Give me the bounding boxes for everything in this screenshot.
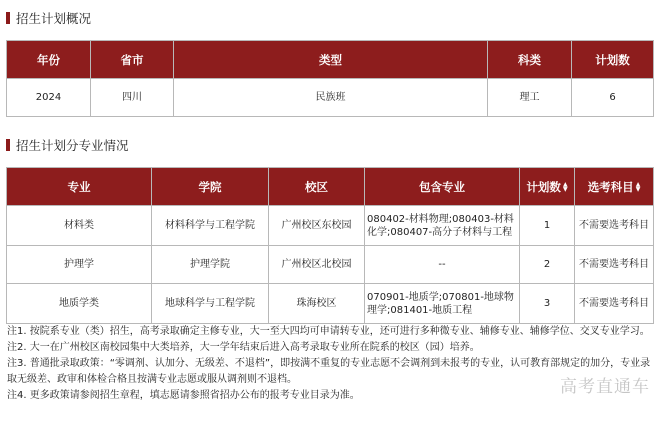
cell-major: 护理学: [7, 246, 152, 284]
col-header-subjects-sortable[interactable]: [575, 168, 654, 206]
col-header-subjects-label: 选考科目: [587, 179, 634, 194]
section-bullet: [6, 139, 10, 151]
cell-included-majors: 070901-地质学;070801-地球物理学;081401-地质工程: [365, 284, 520, 324]
section-title-majors: [6, 136, 129, 154]
col-header-plan-label: 计划数: [526, 179, 561, 194]
watermark: 高考直通车: [560, 377, 650, 397]
cell-province: 四川: [91, 79, 174, 117]
table-row: [7, 246, 654, 284]
cell-subjects: 不需要选考科目: [575, 246, 654, 284]
col-header-category: 科类: [488, 41, 572, 79]
cell-type: 民族班: [174, 79, 488, 117]
cell-plan: 6: [572, 79, 654, 117]
col-header-campus: 校区: [269, 168, 365, 206]
note-2: 注2. 大一在广州校区南校园集中大类培养，大一学年结束后进入高考录取专业所在院系的校区（园）培养。: [7, 342, 480, 353]
majors-table: [6, 167, 653, 324]
section-title-text: 招生计划分专业情况: [16, 138, 129, 153]
cell-subjects: 不需要选考科目: [575, 206, 654, 246]
cell-major: 地质学类: [7, 284, 152, 324]
col-header-province: 省市: [91, 41, 174, 79]
cell-college: 地球科学与工程学院: [152, 284, 269, 324]
table-row: [7, 206, 654, 246]
cell-major: 材料类: [7, 206, 152, 246]
col-header-plan-sortable[interactable]: [520, 168, 575, 206]
cell-campus: 广州校区北校园: [269, 246, 365, 284]
cell-year: 2024: [7, 79, 91, 117]
cell-plan: 2: [520, 246, 575, 284]
table-row: [7, 284, 654, 324]
col-header-major: 专业: [7, 168, 152, 206]
note-1: 注1. 按院系专业（类）招生，高考录取确定主修专业，大一至大四均可申请转专业，还可进行多种微专业、辅修专业、辅修学位、交叉专业学习。: [7, 326, 650, 337]
cell-subjects: 不需要选考科目: [575, 284, 654, 324]
note-4: 注4. 更多政策请参阅招生章程，填志愿请参照省招办公布的报考专业目录为准。: [7, 390, 360, 401]
sort-icon[interactable]: ▲ ▼: [635, 181, 641, 193]
cell-included-majors: 080402-材料物理;080403-材料化学;080407-高分子材料与工程: [365, 206, 520, 246]
overview-table: [6, 40, 653, 117]
cell-plan: 3: [520, 284, 575, 324]
cell-campus: 珠海校区: [269, 284, 365, 324]
overview-header-row: [7, 41, 654, 79]
notes-section: [6, 323, 654, 404]
sort-icon[interactable]: ▲ ▼: [562, 181, 568, 193]
section-bullet: [6, 12, 10, 24]
col-header-college: 学院: [152, 168, 269, 206]
cell-plan: 1: [520, 206, 575, 246]
table-row: [7, 79, 654, 117]
section-title-text: 招生计划概况: [16, 11, 92, 26]
section-title-overview: [6, 9, 91, 27]
cell-included-majors: --: [365, 246, 520, 284]
cell-campus: 广州校区东校园: [269, 206, 365, 246]
col-header-plan: 计划数: [572, 41, 654, 79]
col-header-type: 类型: [174, 41, 488, 79]
cell-category: 理工: [488, 79, 572, 117]
col-header-year: 年份: [7, 41, 91, 79]
cell-college: 护理学院: [152, 246, 269, 284]
majors-header-row: [7, 168, 654, 206]
col-header-included-majors: 包含专业: [365, 168, 520, 206]
cell-college: 材料科学与工程学院: [152, 206, 269, 246]
note-3: 注3. 普通批录取政策：“零调剂、认加分、无级差、不退档”，即按满不重复的专业志愿不会调剂到未报考的专业，认可教育部规定的加分，专业录取无级差、政审和体检合格且按满专业志愿或服从调剂则不退档。: [7, 358, 651, 385]
